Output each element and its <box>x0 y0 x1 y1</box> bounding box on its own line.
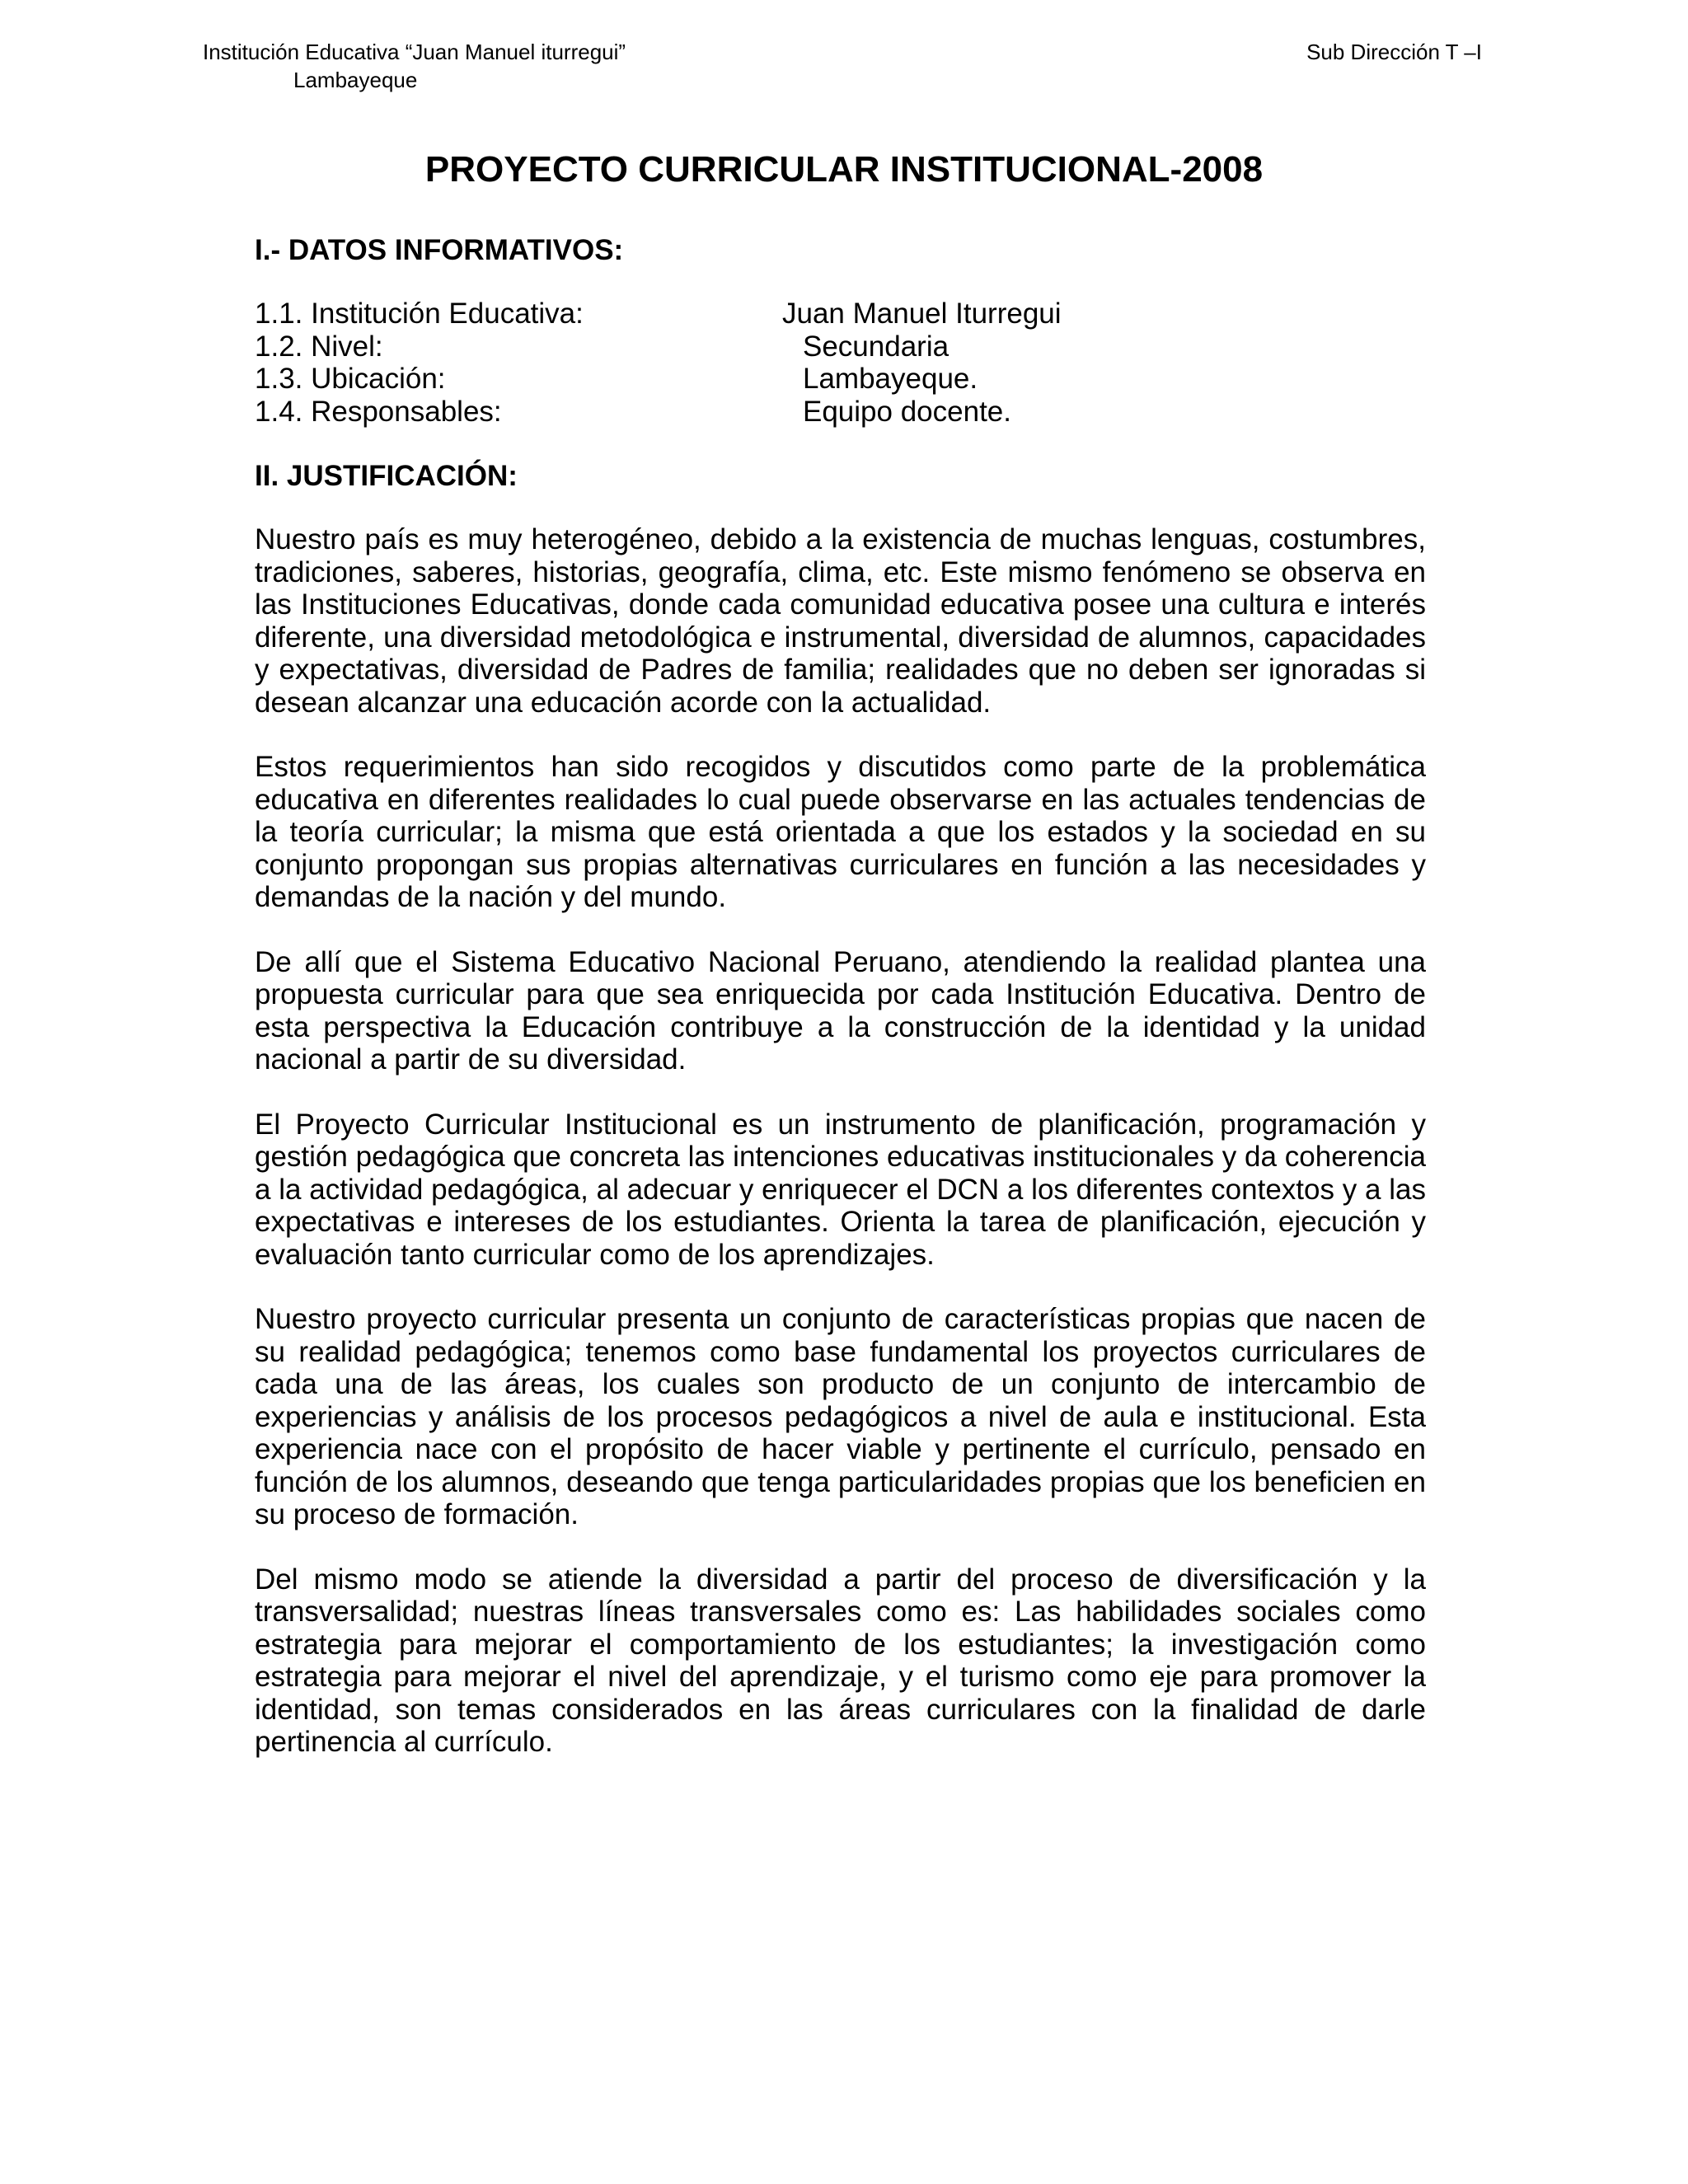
info-label: 1.4. Responsables: <box>255 395 502 428</box>
info-value: Secundaria <box>803 330 950 363</box>
info-list <box>255 298 1426 428</box>
section-heading-datos: I.- DATOS INFORMATIVOS: <box>255 234 624 266</box>
info-value: Juan Manuel Iturregui <box>782 298 1062 330</box>
section-datos-informativos <box>255 232 1426 428</box>
paragraph: Estos requerimientos han sido recogidos y discutidos como parte de la problemática educativa en diferentes realidades lo cual puede observarse en las actuales tendencias de la teoría curricular; la misma que está orientada a que los estados y la sociedad en su conjunto propongan sus propias alternativas curriculares en función a las necesidades y demandas de la nación y del mundo. <box>255 751 1426 913</box>
info-value: Lambayeque. <box>803 363 978 395</box>
header-city: Lambayeque <box>293 68 418 92</box>
header-institution-block <box>203 38 626 94</box>
header-department: Sub Dirección T –I <box>1306 40 1482 64</box>
paragraph: Nuestro proyecto curricular presenta un conjunto de características propias que nacen de su realidad pedagógica; tenemos como base fundamental los proyectos curriculares de cada una de las áreas, los cuales son producto de un conjunto de intercambio de experiencias y análisis de los procesos pedagógicos a nivel de aula e institucional. Esta experiencia nace con el propósito de hacer viable y pertinente el currículo, pensado en función de los alumnos, deseando que tenga particularidades propias que los beneficien en su proceso de formación. <box>255 1303 1426 1530</box>
paragraph: El Proyecto Curricular Institucional es un instrumento de planificación, programación y gestión pedagógica que concreta las intenciones educativas institucionales y da coherencia a la actividad pedagógica, al adecuar y enriquecer el DCN a los diferentes contextos y a las expectativas e intereses de los estudiantes. Orienta la tarea de planificación, ejecución y evaluación tanto curricular como de los aprendizajes. <box>255 1108 1426 1271</box>
document-title: PROYECTO CURRICULAR INSTITUCIONAL-2008 <box>424 149 1264 190</box>
info-row-nivel <box>255 330 1426 363</box>
paragraph: Nuestro país es muy heterogéneo, debido a la existencia de muchas lenguas, costumbres, tradiciones, saberes, historias, geografía, clima, etc. Este mismo fenómeno se observa en las Instituciones Educativas, donde cada comunidad educativa posee una cultura e interés diferente, una diversidad metodológica e instrumental, diversidad de alumnos, capacidades y expectativas, diversidad de Padres de familia; realidades que no deben ser ignoradas si desean alcanzar una educación acorde con la actualidad. <box>255 523 1426 719</box>
paragraph: Del mismo modo se atiende la diversidad a partir del proceso de diversificación y la transversalidad; nuestras líneas transversales como es: Las habilidades sociales como estrategia para mejorar el comportamiento de los estudiantes; la investigación como estrategia para mejorar el nivel del aprendizaje, y el turismo como eje para promover la identidad, son temas considerados en las áreas curriculares con la finalidad de darle pertinencia al currículo. <box>255 1563 1426 1758</box>
info-label: 1.2. Nivel: <box>255 330 383 363</box>
document-body <box>255 232 1426 1791</box>
info-label: 1.3. Ubicación: <box>255 363 446 395</box>
page-header <box>203 38 1482 104</box>
section-justificacion <box>255 458 1426 1759</box>
paragraph: De allí que el Sistema Educativo Nacional Peruano, atendiendo la realidad plantea una propuesta curricular para que sea enriquecida por cada Institución Educativa. Dentro de esta perspectiva la Educación contribuye a la construcción de la identidad y la unidad nacional a partir de su diversidad. <box>255 945 1426 1076</box>
info-row-ubicacion <box>255 363 1426 396</box>
section-heading-justificacion: II. JUSTIFICACIÓN: <box>255 460 518 492</box>
info-row-institucion <box>255 298 1426 330</box>
info-value: Equipo docente. <box>803 395 1011 428</box>
info-label: 1.1. Institución Educativa: <box>255 298 584 330</box>
header-institution-name: Institución Educativa “Juan Manuel iturregui” <box>203 40 626 64</box>
info-row-responsables <box>255 396 1426 429</box>
